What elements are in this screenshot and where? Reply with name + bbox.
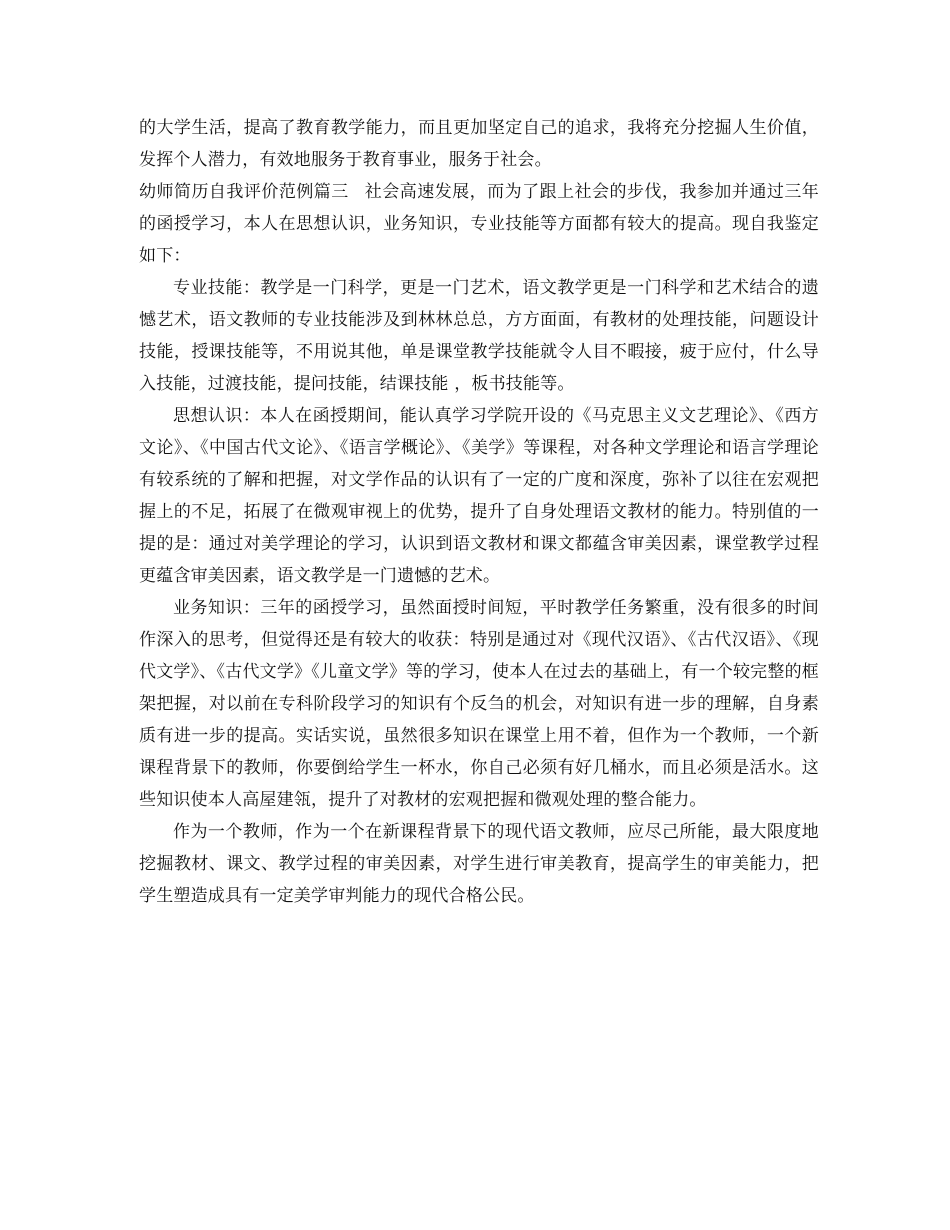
paragraph-business-knowledge (139, 592, 819, 816)
paragraph-closing-previous (139, 112, 819, 176)
document-body (139, 112, 819, 912)
section-title: 幼师简历自我评价范例篇三 (139, 182, 349, 202)
paragraph-text: 业务知识：三年的函授学习，虽然面授时间短，平时教学任务繁重，没有很多的时间作深入的思考，但觉得还是有较大的收获：特别是通过对《现代汉语》、《古代汉语》、《现代文学》、《古代文学》《儿童文学》等的学习，使本人在过去的基础上，有一个较完整的框架把握，对以前在专科阶段学习的知识有个反刍的机会，对知识有进一步的理解，自身素质有进一步的提高。实话实说，虽然很多知识在课堂上用不着，但作为一个教师，一个新课程背景下的教师，你要倒给学生一杯水，你自己必须有好几桶水，而且必须是活水。这些知识使本人高屋建瓴，提升了对教材的宏观把握和微观处理的整合能力。 (139, 598, 819, 810)
paragraph-text: 思想认识：本人在函授期间，能认真学习学院开设的《马克思主义文艺理论》、《西方文论》、《中国古代文论》、《语言学概论》、《美学》等课程，对各种文学理论和语言学理论有较系统的了解和把握，对文学作品的认识有了一定的广度和深度，弥补了以往在宏观把握上的不足，拓展了在微观审视上的优势，提升了自身处理语文教材的能力。特别值的一提的是：通过对美学理论的学习，认识到语文教材和课文都蕴含审美因素，课堂教学过程更蕴含审美因素，语文教学是一门遗憾的艺术。 (139, 406, 819, 586)
paragraph-section-three-intro (139, 176, 819, 272)
paragraph-conclusion (139, 816, 819, 912)
paragraph-text: 的大学生活，提高了教育教学能力，而且更加坚定自己的追求，我将充分挖掘人生价值，发挥个人潜力，有效地服务于教育事业，服务于社会。 (139, 118, 819, 170)
paragraph-text: 专业技能：教学是一门科学，更是一门艺术，语文教学更是一门科学和艺术结合的遗憾艺术，语文教师的专业技能涉及到林林总总，方方面面，有教材的处理技能，问题设计技能，授课技能等，不用说其他，单是课堂教学技能就令人目不暇接，疲于应付，什么导入技能，过渡技能，提问技能，结课技能 ，板书技能等。 (139, 278, 819, 394)
paragraph-text: 社会高速发展，而为了跟上社会的步伐，我参加并通过三年的函授学习，本人在思想认识，业务知识，专业技能等方面都有较大的提高。现自我鉴定如下： (139, 182, 820, 266)
paragraph-ideological-understanding (139, 400, 819, 592)
paragraph-professional-skills (139, 272, 819, 400)
paragraph-text: 作为一个教师，作为一个在新课程背景下的现代语文教师，应尽己所能，最大限度地挖掘教材、课文、教学过程的审美因素，对学生进行审美教育，提高学生的审美能力，把学生塑造成具有一定美学审判能力的现代合格公民。 (139, 822, 819, 906)
